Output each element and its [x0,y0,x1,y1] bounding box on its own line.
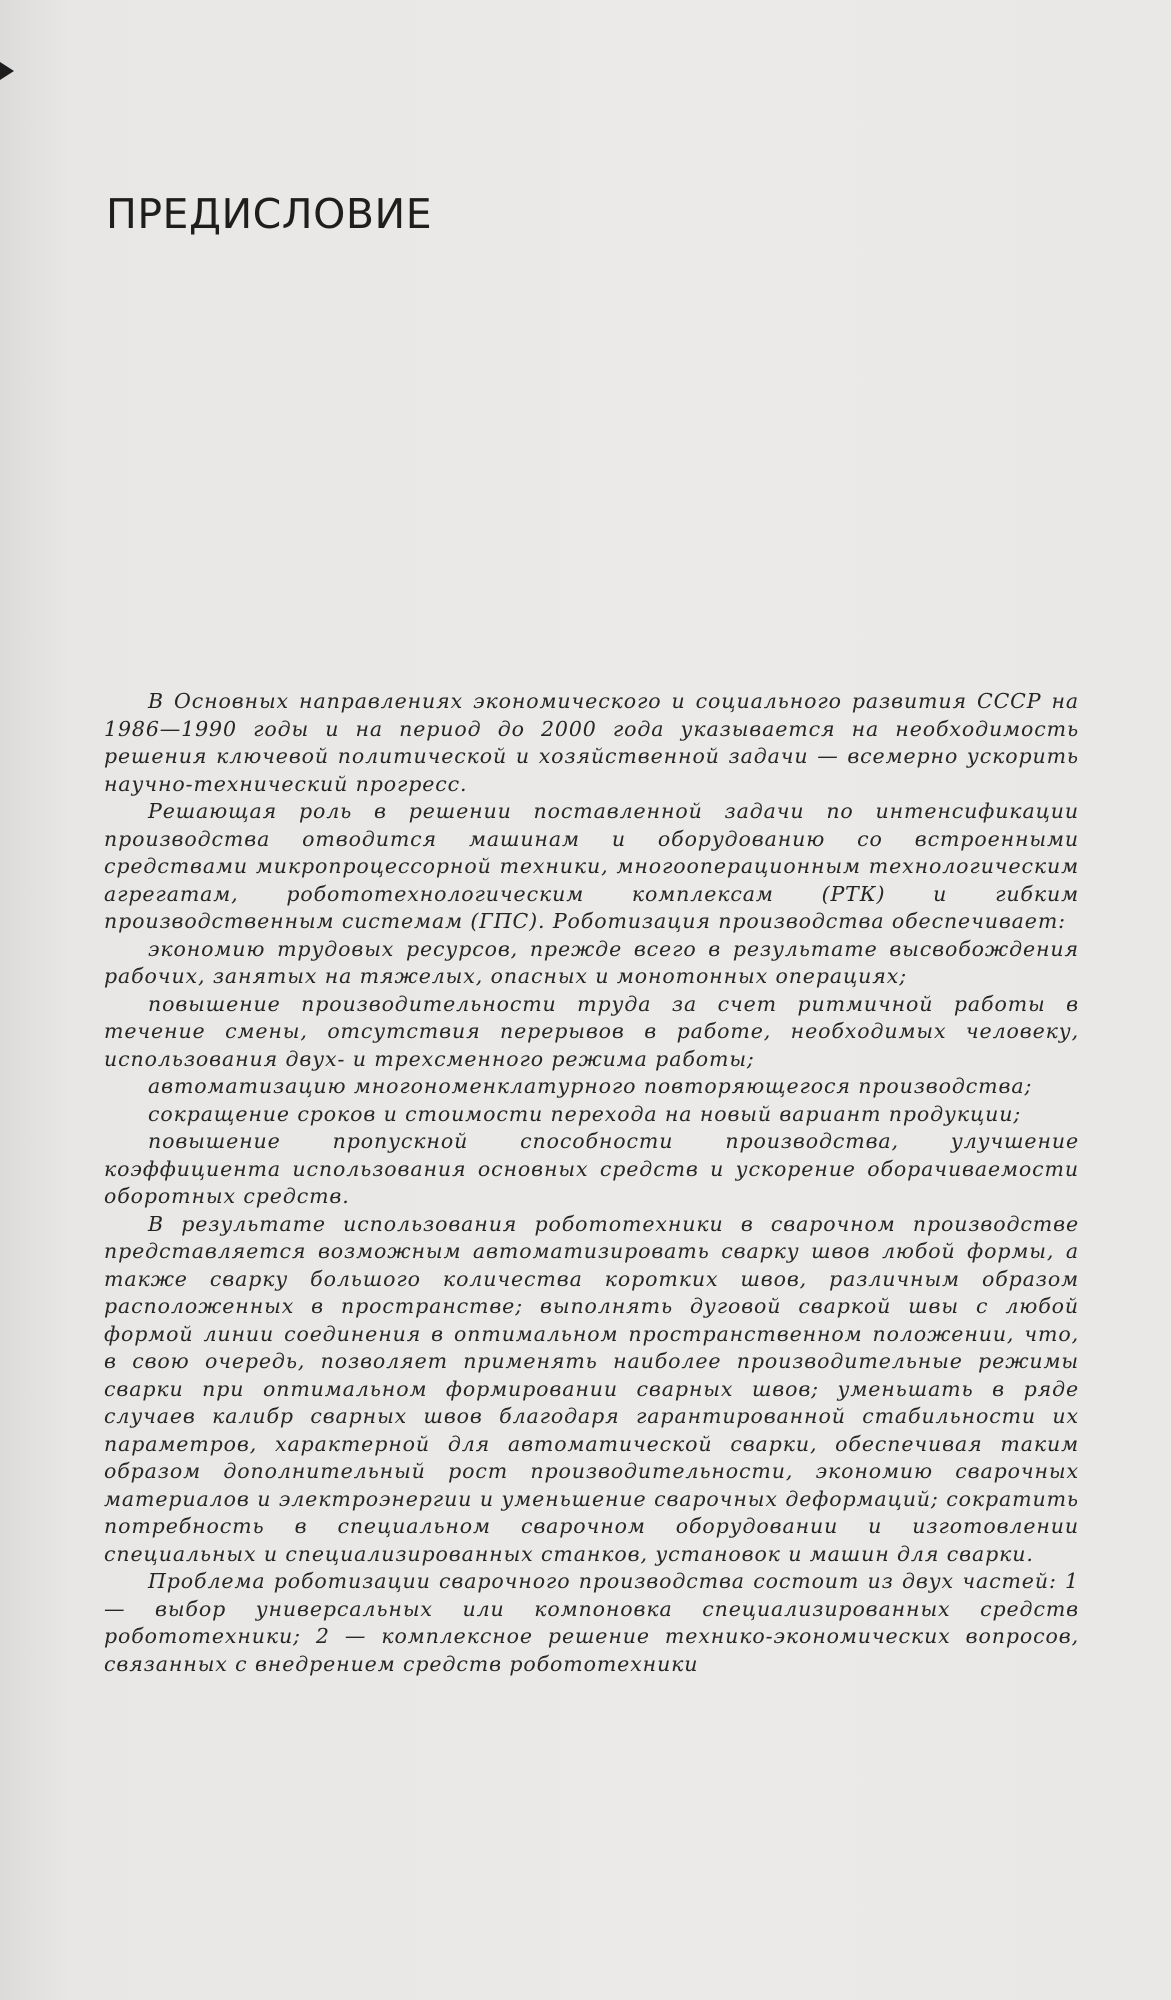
paragraph-2: Решающая роль в решении поставленной задачи по интенсификации производства отводится машинам и оборудованию со встроенными средствами микропроцессорной техники, многооперационным технологическим агрегатам, робототехнологическим комплексам (РТК) и гибким производственным системам (ГПС). Роботизация производства обеспечивает: [104,799,1079,933]
paragraph-1: В Основных направлениях экономического и социального развития СССР на 1986—1990 годы и на период до 2000 года указывается на необходимость решения ключевой политической и хозяйственной задачи — всемерно ускорить научно-технический прогресс. [104,689,1079,796]
list-item-automation: автоматизацию многономенклатурного повторяющегося производства; [148,1074,1033,1098]
list-item-changeover: сокращение сроков и стоимости перехода на новый вариант продукции; [148,1101,1022,1126]
paragraph-welding-robotics: В результате использования робототехники в сварочном производстве представляется возможным автоматизировать сварку швов любой формы, а также сварку большого количества коротких швов, различным образом расположенных в пространстве; выполнять дуговой сваркой швы с любой формой линии соединения в оптимальном пространственном положении, что, в свою очередь, позволяет применять наиболее производительные режимы сварки при оптимальном формировании сварных швов; уменьшать в ряде случаев калибр сварных швов благодаря гарантированной стабильности их параметров, характерной для автоматической сварки, обеспечивая таким образом дополнительный рост производительности, экономию сварочных материалов и электроэнергии и уменьшение сварочных деформаций; сократить потребность в специальном сварочном оборудовании и изготовлении специальных и специализированных станков, установок и машин для сварки. [104,1211,1079,1566]
paragraph-problem: Проблема роботизации сварочного производства состоит из двух частей: 1 — выбор универсальных или компоновка специализированных средств робототехники; 2 — комплексное решение технико-экономических вопросов, связанных с внедрением средств робототехники [104,1569,1079,1676]
page-title: ПРЕДИСЛОВИЕ [106,190,433,238]
page-edge-mark [0,62,14,80]
list-item-productivity: повышение производительности труда за счет ритмичной работы в течение смены, отсутствия перерывов в работе, необходимых человеку, использования двух- и трехсменного режима работы; [104,991,1079,1071]
list-item-throughput: повышение пропускной способности производства, улучшение коэффициента использования основных средств и ускорение оборачиваемости оборотных средств. [104,1129,1079,1208]
preface-text [104,688,1079,1678]
list-item-labor-savings: экономию трудовых ресурсов, прежде всего в результате высвобождения рабочих, занятых на тяжелых, опасных и монотонных операциях; [104,936,1079,988]
